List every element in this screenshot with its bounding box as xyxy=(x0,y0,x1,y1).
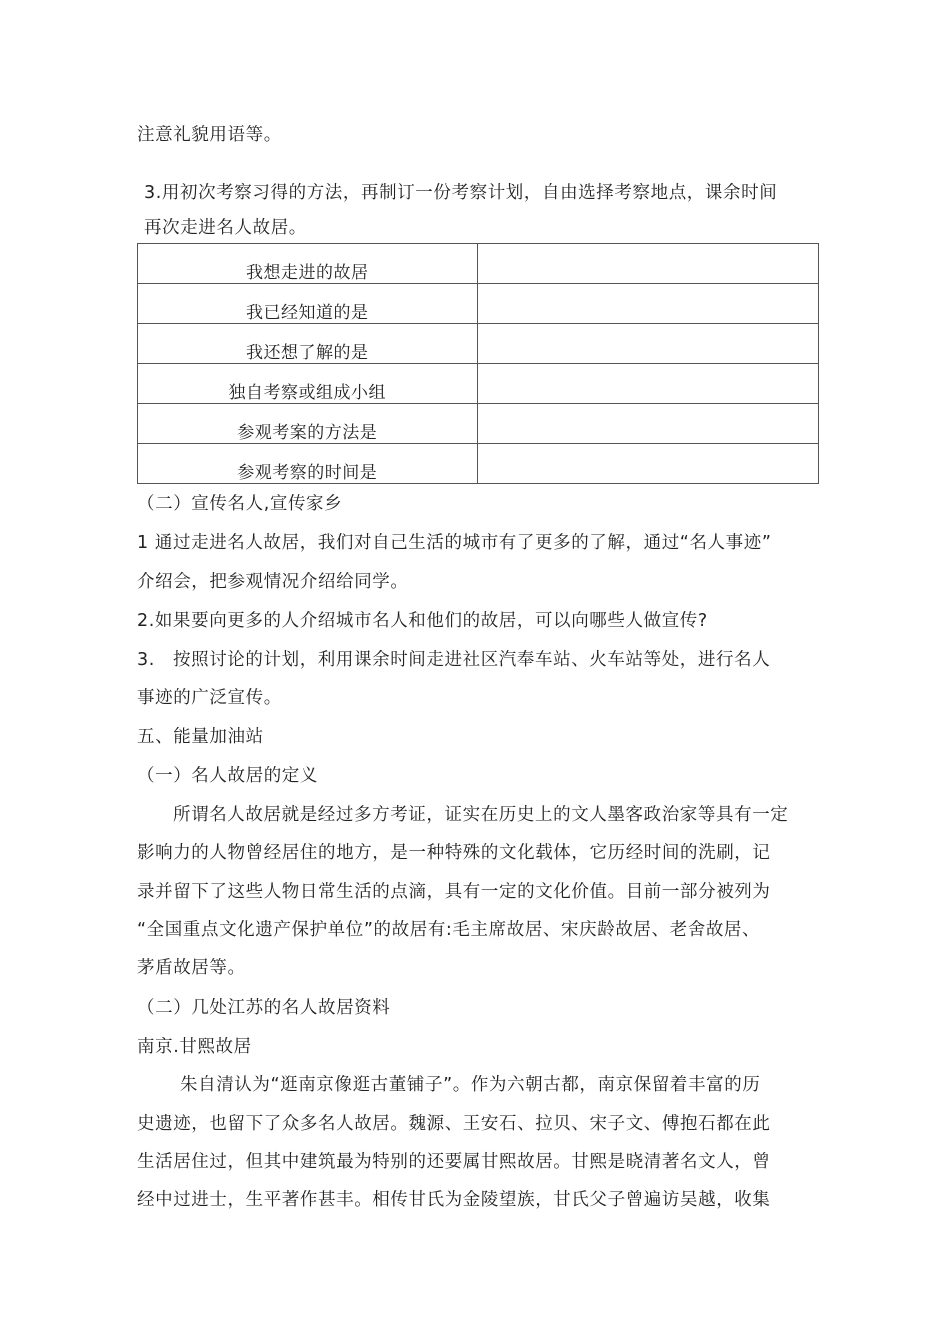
text-line: 所谓名人故居就是经过多方考证，证实在历史上的文人墨客政治家等具有一定 xyxy=(173,805,789,825)
table-row-label: 参观考察的时间是 xyxy=(138,444,478,484)
table-blank-cell xyxy=(477,244,818,284)
text-line: 3.用初次考察习得的方法，再制订一份考察计划，自由选择考察地点，课余时间 xyxy=(144,183,778,203)
section-heading: （二）宣传名人,宣传家乡 xyxy=(137,494,343,514)
text-line: 录并留下了这些人物日常生活的点滴，具有一定的文化价值。目前一部分被列为 xyxy=(137,882,771,902)
table-row-label: 我想走进的故居 xyxy=(138,244,478,284)
text-line: 事迹的广泛宣传。 xyxy=(137,688,282,708)
text-line: 1 通过走进名人故居，我们对自己生活的城市有了更多的了解，通过“名人事迹” xyxy=(137,533,772,553)
table-row xyxy=(138,324,819,364)
section-heading: 五、能量加油站 xyxy=(137,727,264,747)
text-line: 介绍会，把参观情况介绍给同学。 xyxy=(137,572,409,592)
table-row xyxy=(138,364,819,404)
text-line: 朱自清认为“逛南京像逛古董铺子”。作为六朝古都，南京保留着丰富的历 xyxy=(180,1075,761,1095)
section-heading: （一）名人故居的定义 xyxy=(137,766,318,786)
subsection-title: 南京.甘熙故居 xyxy=(137,1037,252,1057)
text-line: 再次走进名人故居。 xyxy=(144,218,307,238)
plan-table xyxy=(137,243,819,484)
text-line: 生活居住过，但其中建筑最为特别的还要属甘熙故居。甘熙是晓清著名文人，曾 xyxy=(137,1152,771,1172)
table-blank-cell xyxy=(477,364,818,404)
table-row xyxy=(138,284,819,324)
table-blank-cell xyxy=(477,284,818,324)
table-blank-cell xyxy=(477,444,818,484)
text-line: “全国重点文化遗产保护单位”的故居有:毛主席故居、宋庆龄故居、老舍故居、 xyxy=(137,920,761,940)
table-blank-cell xyxy=(477,324,818,364)
text-line: 2.如果要向更多的人介绍城市名人和他们的故居，可以向哪些人做宣传? xyxy=(137,611,708,631)
text-line: 史遗迹，也留下了众多名人故居。魏源、王安石、拉贝、宋子文、傅抱石都在此 xyxy=(137,1114,771,1134)
text-line: 注意礼貌用语等。 xyxy=(137,125,282,145)
table-row-label: 参观考案的方法是 xyxy=(138,404,478,444)
section-heading: （二）几处江苏的名人故居资料 xyxy=(137,998,391,1018)
text-line: 影响力的人物曾经居住的地方，是一种特殊的文化载体，它历经时间的洗刷，记 xyxy=(137,843,771,863)
table-row-label: 我已经知道的是 xyxy=(138,284,478,324)
text-line: 经中过进士，生平著作甚丰。相传甘氏为金陵望族，甘氏父子曾遍访吴越，收集 xyxy=(137,1190,771,1210)
text-line: 3. 按照讨论的计划，利用课余时间走进社区汽奉车站、火车站等处，进行名人 xyxy=(137,650,771,670)
text-line: 茅盾故居等。 xyxy=(137,958,246,978)
table-blank-cell xyxy=(477,404,818,444)
table-row xyxy=(138,244,819,284)
table-row-label: 我还想了解的是 xyxy=(138,324,478,364)
table-row-label: 独自考察或组成小组 xyxy=(138,364,478,404)
table-row xyxy=(138,444,819,484)
table-row xyxy=(138,404,819,444)
